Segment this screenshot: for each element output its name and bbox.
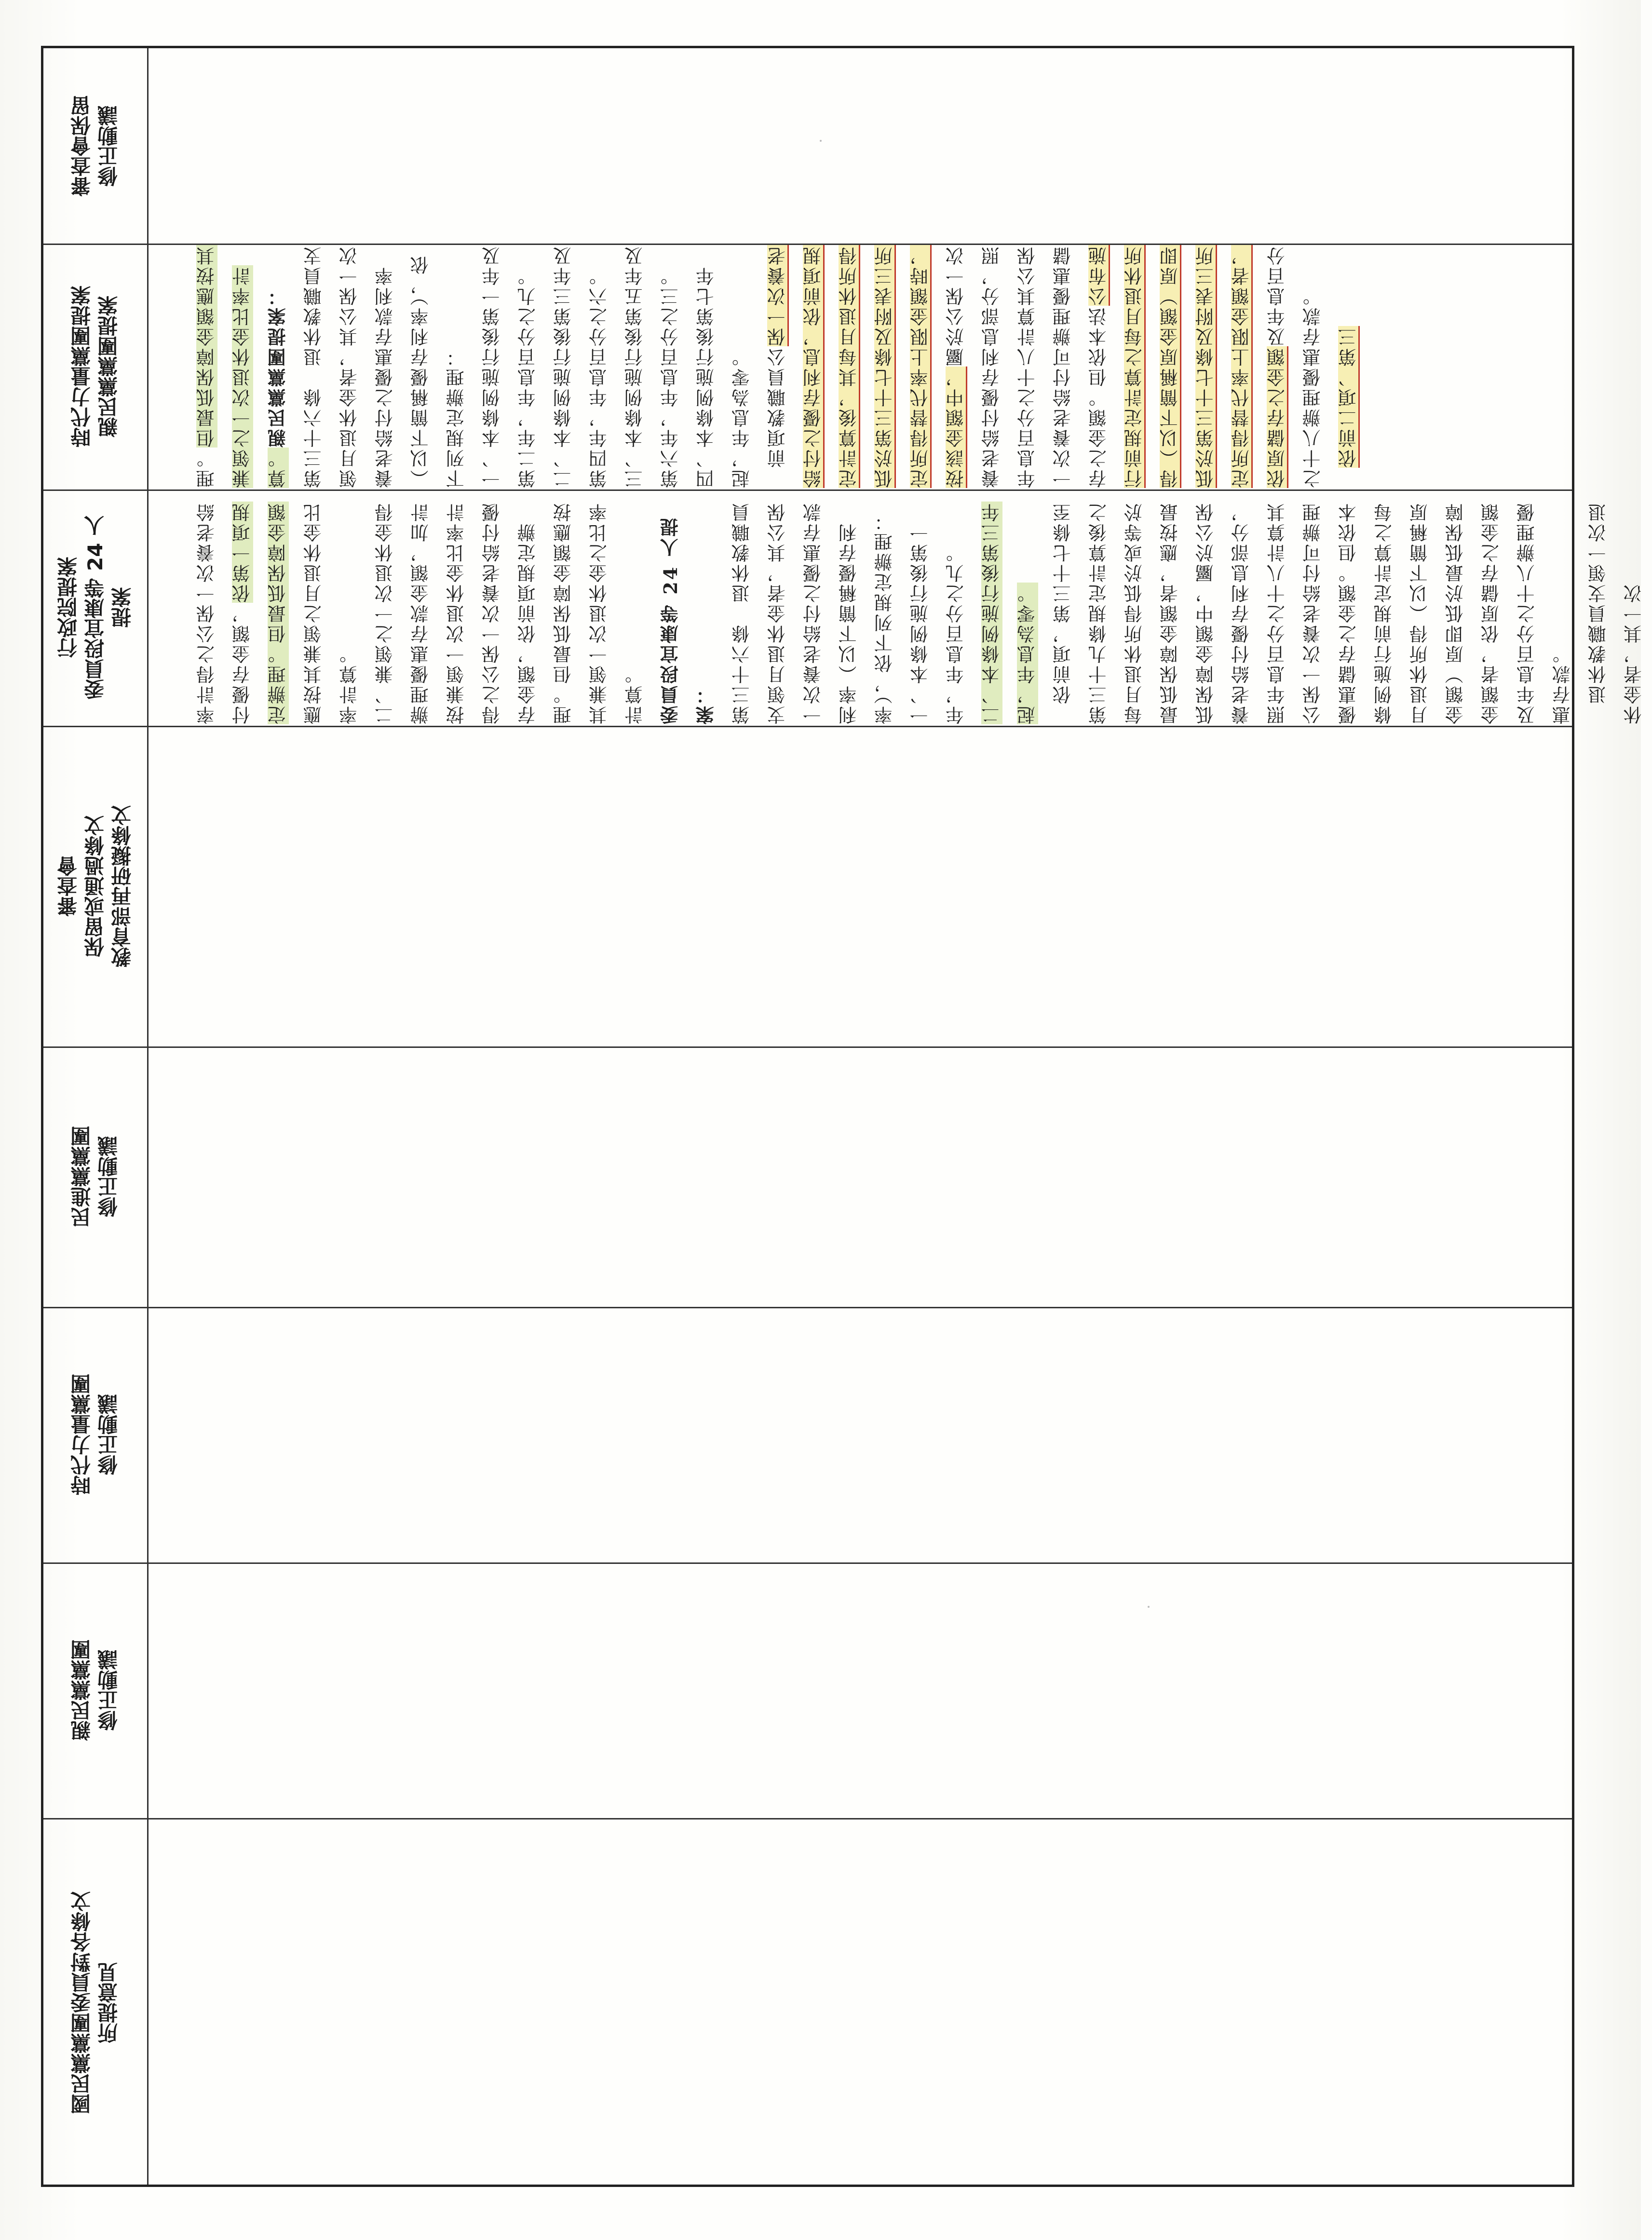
header-review-text: 審查會 保留或通過條文 教育部再研擬條文 (56, 805, 134, 967)
proposer-label: 委員段宜康等 24 人提案： (660, 516, 717, 724)
highlight-run: 二、本條例施行後第三年起，年息為零。 (981, 502, 1038, 724)
highlight-run: 依前二項、第三 (1338, 326, 1359, 468)
highlight-run: 依第一項規定辦理。但最低保障金額 (232, 502, 289, 724)
row-divider (43, 726, 1572, 727)
highlight-run: 公布施行前規定計算之每月退休所得（以下簡稱原金額）原即低於第三十七條及附表三所定所得替代率上限金額者，依原儲存之金額 (1088, 245, 1288, 488)
scan-speck (820, 140, 822, 142)
proposer-label: 親民黨黨團提案： (267, 285, 289, 448)
row-divider (43, 1046, 1572, 1048)
header-kmt-opinion: 國民黨黨團委員對各條文 所提意見 (69, 1891, 121, 2114)
text-run: 及年息百分之十八辦理優惠存款。 (1267, 245, 1324, 488)
text-run: 應按其兼領之月退休金比率計算。 二、兼領之一次退休金得辦理優惠存款金額，加計按兼領一次退休金比率計得之公保一次養老給付優存金額，依前項規定辦理。但最低保障金額應按其兼領一次退休金之比率計算。 (303, 502, 646, 724)
highlight-run: 但最低保障金額應按其兼領之一次退休金比率計算。 (196, 245, 289, 488)
row-divider (43, 1307, 1572, 1308)
text-run: 屬於公保一次養老給付優存利息部分，照年息百分之十八計算其公保一次養老給付可辦理優惠儲存之金額。但依本法 (946, 245, 1110, 488)
header-exec-proposal: 行政院提案 委員段宜康等 24 人 提案 (56, 516, 134, 700)
row-divider (43, 1818, 1572, 1819)
highlight-run: 保一次養老給付之優存利息，依前項規定計算後，其每月退休所得低於第三十七條及附表三所定所得替代率上限金額時，按該金額中， (767, 245, 967, 488)
legislative-comparison-table (41, 46, 1645, 2187)
scan-speck (1148, 1606, 1150, 1608)
text-run: 率計得之公保一次養老給付優存金額， (196, 502, 253, 724)
text-run: 第三十六條 退休教職員支領月退休金者，其公保一次養老給付之優惠存款利率（以下簡稱優存利率），依下列規定辦理： 一、本條例施行後第一年及第二年，年息百分之九。 二、本條例施行後第三年及第四年，年息百分之六。 三、本條例施行後第五年及第六年，年息百分之三。 四、本條例施行後第七年起，年息為零。 前項教職員公 (303, 245, 788, 488)
text-run: 理。 (196, 448, 217, 488)
header-review-motion: 審查會保留 修正動議 (69, 95, 121, 197)
header-npp-motion: 時代力量黨團 修正動議 (69, 1374, 121, 1495)
header-dpp-motion: 民進黨黨團 修正動議 (69, 1126, 121, 1227)
text-run: 依前項，第三十七條至第三十九條規定計算後之每月退休所得低於或等於最低保障金額者，應按最低保障金額中，屬於公保養老給付優存利息部分，照年息百分之十八計算其公保一次養老給付可辦理優惠儲存之金額。但依本條例施行前規定計算之每月退休所得（以下簡稱原金額）原即低於最低保障金額者，依原儲存之金額及年息百分之十八辦理優惠存款。 退休教職員支領一次退休金者，其一次 (1053, 502, 1645, 724)
exec-proposal-text (153, 491, 1645, 724)
header-npp-tpp-proposal: 時代力量黨團提案 親民黨黨團提案 (69, 285, 121, 448)
header-divider (147, 48, 149, 2185)
row-divider (43, 1562, 1572, 1564)
text-run: 第三十六條 退休教職員支領月退休金者，其公保一次養老給付之優惠存款利率（以下簡稱優存利率），依下列規定辦理： 一、本條例施行後第一年，年息百分之九。 (731, 502, 967, 724)
header-pfp-motion: 親民黨黨團 修正動議 (69, 1640, 121, 1741)
npp-pfp-proposal-text (153, 245, 1571, 488)
